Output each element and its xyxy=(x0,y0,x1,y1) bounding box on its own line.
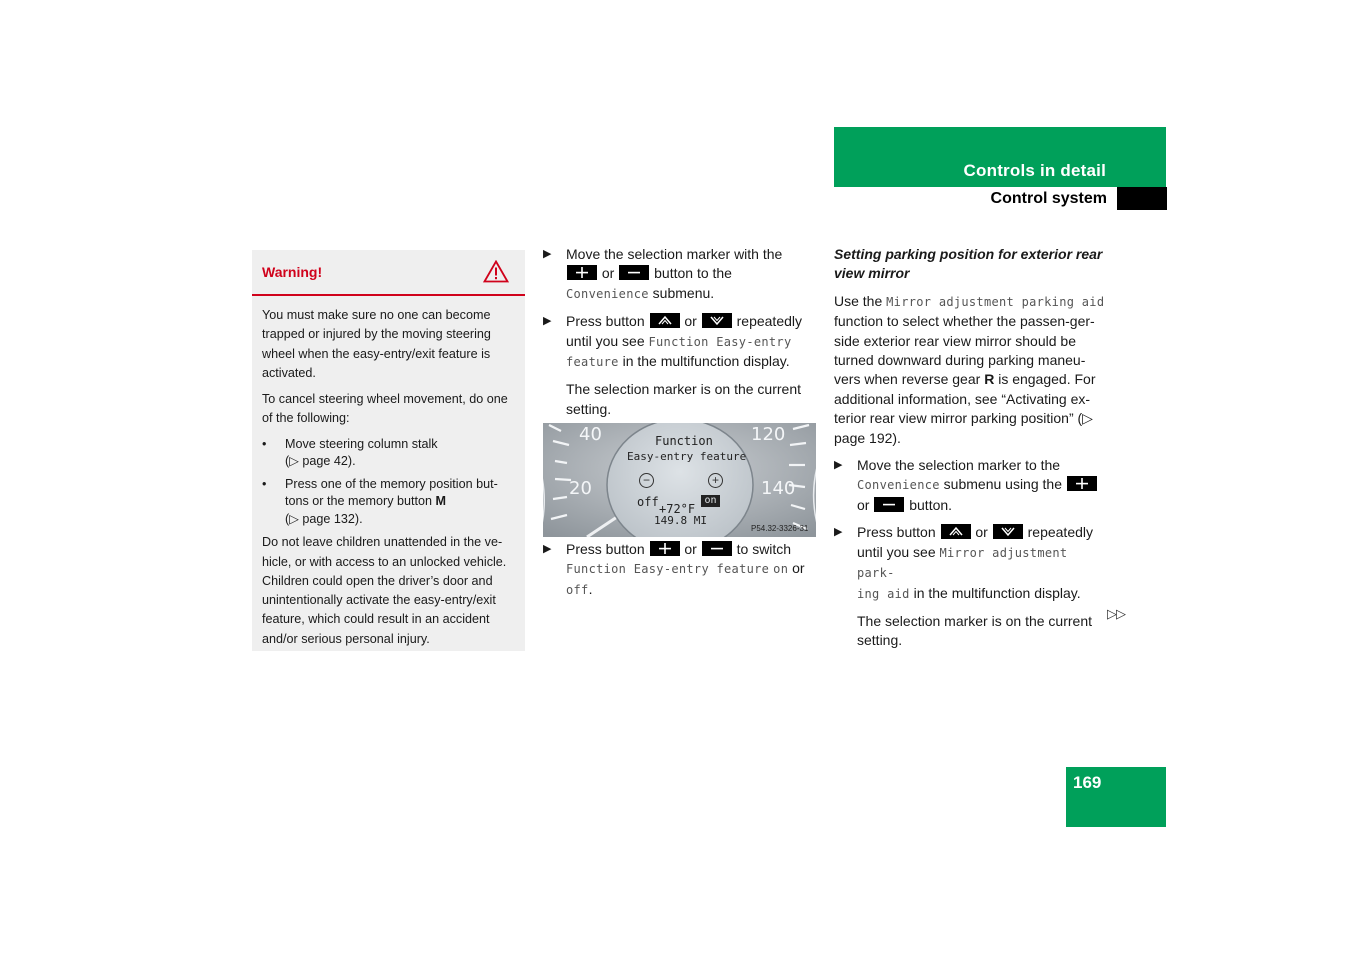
subsection-title: Control system xyxy=(990,190,1107,207)
warning-box xyxy=(252,250,525,651)
list-item: • Press one of the memory position but-tons or the memory button M (▷ page 132). xyxy=(262,476,498,526)
warning-paragraph-3: Do not leave children unattended in the ve-hicle, or with access to an unlocked vehicle. Children could open the driver’s door and unintentionally activate the easy-entry/exit feature, which could result in an accident and/or serious personal injury. xyxy=(262,535,507,646)
step-text: repeatedly xyxy=(736,313,803,330)
warning-paragraph-1: You must make sure no one can become trapped or injured by the moving steering wheel when the easy-entry/exit feature is activated. xyxy=(262,308,491,380)
memory-button-label: M xyxy=(435,494,446,509)
or-text: or xyxy=(857,496,870,513)
dial-label-40: 40 xyxy=(579,424,602,445)
display-text: off xyxy=(566,582,589,597)
intro-paragraph xyxy=(834,292,1109,448)
step-1 xyxy=(834,456,1109,515)
display-mileage: 149.8 MI xyxy=(654,514,707,527)
display-text: Mirror adjustment parking aid xyxy=(886,294,1105,309)
down-button-icon xyxy=(702,313,732,328)
display-temperature: +72°F xyxy=(659,502,696,516)
header-marker xyxy=(1117,187,1167,210)
step-text: submenu. xyxy=(652,284,715,301)
page-ref: (▷ page 42). xyxy=(285,454,356,469)
step-text: button to the xyxy=(654,265,732,282)
or-text: or xyxy=(601,265,615,282)
step-text: Press button xyxy=(857,524,936,541)
display-off-label: off xyxy=(637,495,659,509)
step-text: Press button xyxy=(566,313,645,330)
warning-title: Warning! xyxy=(262,264,323,280)
list-item: • Move steering column stalk (▷ page 42). xyxy=(262,436,438,469)
para-text: Use the xyxy=(834,292,883,309)
step-text: Move the selection marker with the xyxy=(566,246,783,262)
down-button-icon xyxy=(993,524,1023,539)
middle-column xyxy=(543,245,818,427)
or-text: or xyxy=(684,313,697,330)
instrument-cluster-image xyxy=(543,423,816,537)
display-text: Convenience xyxy=(857,478,940,493)
step-text: or xyxy=(792,560,805,577)
page-ref: (▷ page 132). xyxy=(285,511,363,526)
step-2 xyxy=(834,523,1109,604)
up-button-icon xyxy=(650,313,680,328)
step-arrow-icon: ▶ xyxy=(834,459,843,472)
page-number: 169 xyxy=(1073,773,1102,792)
warning-list xyxy=(262,436,515,529)
step-note: The selection marker is on the current setting. xyxy=(857,612,1092,649)
step-text: Move the selection marker to the xyxy=(857,457,1061,474)
display-plus-icon: + xyxy=(708,473,723,488)
step-text: until you see xyxy=(566,332,645,349)
step-text: . xyxy=(588,580,593,597)
plus-button-icon xyxy=(1067,476,1097,491)
warning-paragraph-2: To cancel steering wheel movement, do one of the following: xyxy=(262,392,508,426)
plus-button-icon xyxy=(567,265,597,280)
reverse-gear-label: R xyxy=(984,371,995,388)
section-title: Controls in detail xyxy=(963,161,1106,180)
step-2 xyxy=(543,312,818,372)
step-text: submenu using the xyxy=(943,476,1062,493)
bullet-text: Press one of the memory position but-tons or the memory button xyxy=(285,476,498,509)
step-arrow-icon: ▶ xyxy=(543,248,552,260)
display-text: Mirror adjustment park- xyxy=(857,545,1068,581)
step-arrow-icon: ▶ xyxy=(834,526,843,539)
step-note: The selection marker is on the current setting. xyxy=(566,381,801,417)
step-arrow-icon: ▶ xyxy=(543,315,552,328)
display-text: ing aid xyxy=(857,586,910,601)
plus-button-icon xyxy=(650,541,680,556)
or-text: or xyxy=(975,524,988,541)
step-text: repeatedly xyxy=(1027,524,1094,541)
right-column xyxy=(834,245,1109,659)
or-text: or xyxy=(684,541,697,557)
minus-button-icon xyxy=(619,265,649,280)
warning-header xyxy=(252,250,525,296)
bullet-text: Move steering column stalk xyxy=(285,436,438,451)
step-text: in the multifunction display. xyxy=(622,353,790,370)
page-number-box xyxy=(1066,767,1166,827)
continued-icon: ▷▷ xyxy=(1107,606,1125,621)
middle-column-bottom xyxy=(543,540,818,608)
up-button-icon xyxy=(941,524,971,539)
para-text: is engaged. For additional information, see “Activating ex-terior rear view mirror parking position” (▷ page 192). xyxy=(834,371,1096,446)
display-text: feature xyxy=(566,355,619,370)
warning-triangle-icon xyxy=(483,260,509,288)
dial-label-140: 140 xyxy=(761,478,796,499)
section-heading: Setting parking position for exterior rear view mirror xyxy=(834,246,1103,282)
display-text: Function Easy-entry feature xyxy=(566,562,770,577)
step-text: to switch xyxy=(736,541,792,557)
display-text: Function Easy-entry xyxy=(648,334,792,349)
header-band xyxy=(834,127,1166,187)
dial-label-120: 120 xyxy=(751,424,786,445)
display-line-1: Function xyxy=(655,434,713,448)
display-text: on xyxy=(773,562,789,577)
para-text: function to select whether the passen-ger-side exterior rear view mirror should be turned downward during parking maneu-vers when reverse gear xyxy=(834,313,1095,388)
display-line-2: Easy-entry feature xyxy=(627,450,747,463)
step-text: Press button xyxy=(566,541,645,557)
step-text: button. xyxy=(909,496,953,513)
minus-button-icon xyxy=(874,497,904,512)
display-minus-icon: − xyxy=(639,473,654,488)
step-arrow-icon: ▶ xyxy=(543,543,552,555)
display-on-label: on xyxy=(701,495,720,507)
display-text: Convenience xyxy=(566,286,649,301)
step-1 xyxy=(543,245,818,304)
step-3 xyxy=(543,540,818,600)
figure-code: P54.32-3326-31 xyxy=(751,524,809,533)
step-text: until you see xyxy=(857,543,936,560)
dial-label-20: 20 xyxy=(569,478,592,499)
minus-button-icon xyxy=(702,541,732,556)
step-text: in the multifunction display. xyxy=(913,584,1081,601)
